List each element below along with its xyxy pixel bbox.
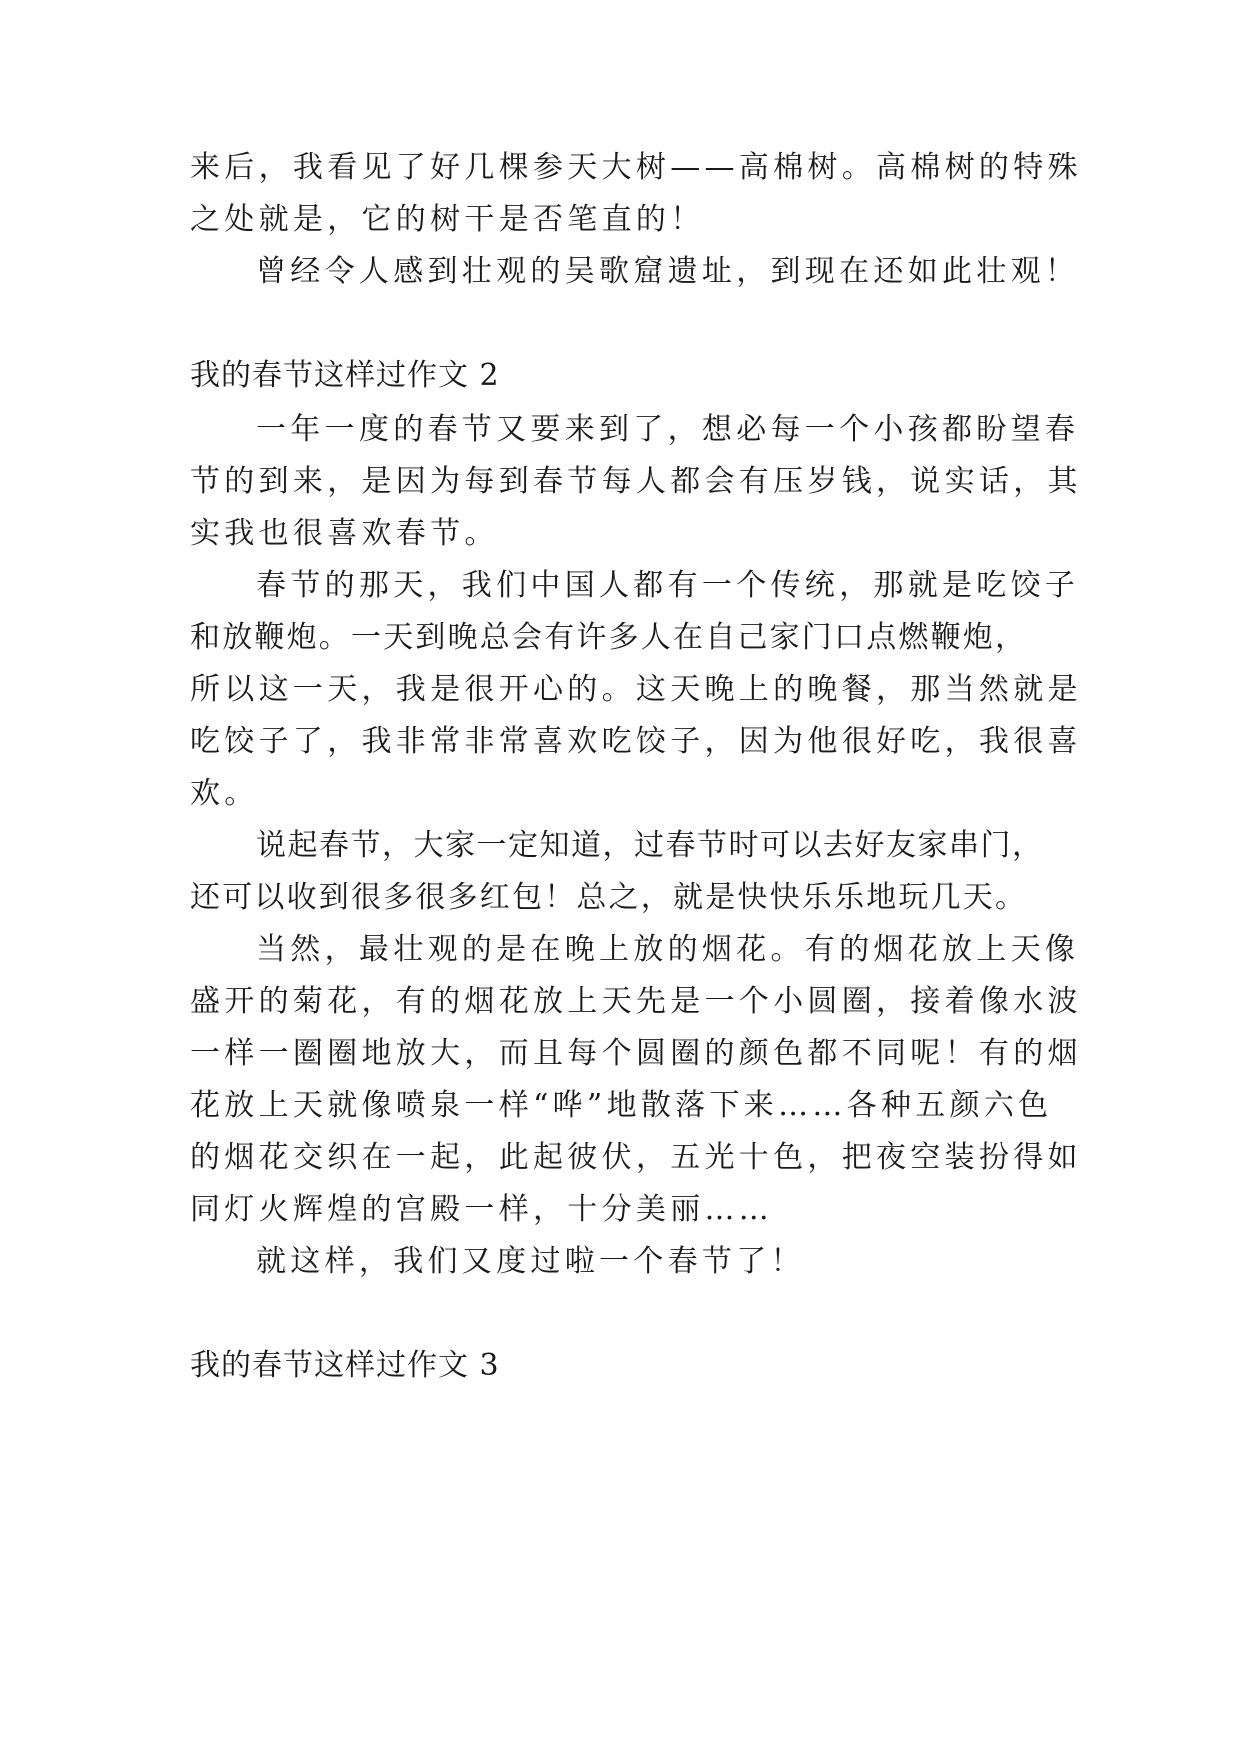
paragraph-line: 来后，我看见了好几棵参天大树——高棉树。高棉树的特殊: [190, 150, 1082, 185]
paragraph-line: 实我也很喜欢春节。: [190, 516, 499, 551]
section-heading: 我的春节这样过作文 2: [190, 358, 500, 393]
paragraph-line: 花放上天就像喷泉一样“哗”地散落下来……各种五颜六色: [190, 1088, 1053, 1123]
paragraph-line: 和放鞭炮。一天到晚总会有许多人在自己家门口点燃鞭炮，: [190, 620, 1028, 655]
paragraph-line: 春节的那天，我们中国人都有一个传统，那就是吃饺子: [256, 568, 1080, 603]
paragraph-line: 吃饺子了，我非常非常喜欢吃饺子，因为他很好吃，我很喜: [190, 724, 1082, 759]
paragraph-line: 就这样，我们又度过啦一个春节了！: [256, 1244, 805, 1279]
paragraph-line: 盛开的菊花，有的烟花放上天先是一个小圆圈，接着像水波: [190, 984, 1082, 1019]
paragraph-line: 一样一圈圈地放大，而且每个圆圈的颜色都不同呢！有的烟: [190, 1036, 1082, 1071]
paragraph-line: 的烟花交织在一起，此起彼伏，五光十色，把夜空装扮得如: [190, 1140, 1082, 1175]
paragraph-line: 所以这一天，我是很开心的。这天晚上的晚餐，那当然就是: [190, 672, 1082, 707]
paragraph-line: 还可以收到很多很多红包！总之，就是快快乐乐地玩几天。: [190, 880, 1028, 915]
paragraph-line: 曾经令人感到壮观的吴歌窟遗址，到现在还如此壮观！: [256, 254, 1080, 289]
paragraph-line: 一年一度的春节又要来到了，想必每一个小孩都盼望春: [256, 412, 1080, 447]
paragraph-line: 之处就是，它的树干是否笔直的！: [190, 202, 705, 237]
paragraph-line: 同灯火辉煌的宫殿一样，十分美丽……: [190, 1192, 774, 1227]
paragraph-line: 说起春节，大家一定知道，过春节时可以去好友家串门，: [256, 828, 1044, 863]
section-heading: 我的春节这样过作文 3: [190, 1348, 500, 1383]
paragraph-line: 当然，最壮观的是在晚上放的烟花。有的烟花放上天像: [256, 932, 1080, 967]
paragraph-line: 欢。: [190, 776, 259, 811]
paragraph-line: 节的到来，是因为每到春节每人都会有压岁钱，说实话，其: [190, 464, 1082, 499]
